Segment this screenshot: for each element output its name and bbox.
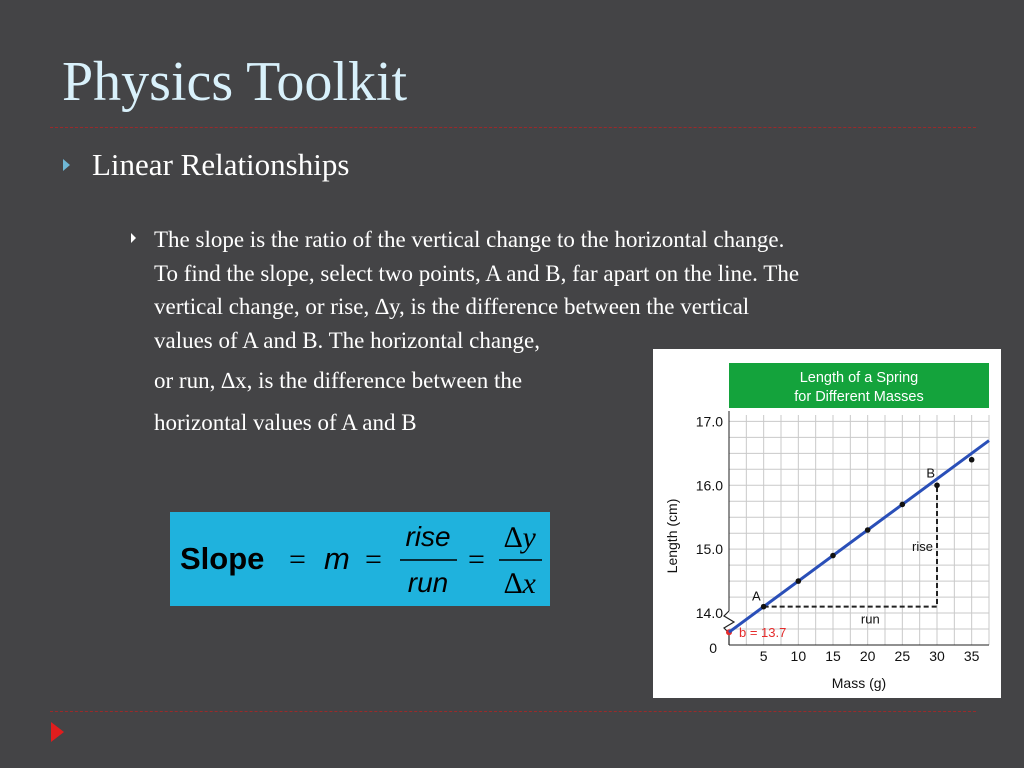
chart-title-line: for Different Masses	[794, 389, 924, 405]
title-divider	[50, 127, 976, 128]
x-tick-label: 25	[894, 648, 911, 664]
x-tick-label: 30	[929, 648, 945, 664]
x-tick-label: 5	[759, 648, 768, 664]
explanation-line: vertical change, or rise, ∆y, is the difference between the vertical	[154, 294, 750, 319]
explanation-line: To find the slope, select two points, A and B, far apart on the line. The	[154, 260, 800, 286]
data-point	[934, 482, 940, 488]
run-label: run	[860, 611, 880, 627]
data-point	[969, 457, 975, 463]
y-axis-label: Length (cm)	[664, 498, 680, 574]
next-arrow-icon	[51, 722, 64, 742]
slope-word: Slope	[180, 541, 265, 576]
spring-graph-card	[653, 349, 1001, 698]
slide-title: Physics Toolkit	[62, 51, 408, 113]
data-point	[900, 502, 906, 508]
explanation-line: horizontal values of A and B	[154, 409, 417, 435]
bullet-linear-relationships: Linear Relationships	[92, 147, 350, 182]
equals-sign: =	[468, 543, 485, 576]
explanation-line: or run, ∆x, is the difference between the	[154, 368, 523, 393]
data-point	[796, 578, 802, 584]
chart-title-line: Length of a Spring	[799, 370, 919, 386]
delta-y-numerator: ∆y	[504, 521, 536, 554]
slope-formula-box	[170, 512, 550, 606]
data-point	[830, 553, 836, 559]
equals-sign: =	[289, 543, 306, 576]
delta-x-denominator: ∆x	[504, 567, 536, 600]
footer-divider	[50, 711, 976, 712]
point-b-label: B	[926, 465, 935, 481]
run-denominator: run	[407, 567, 449, 598]
x-tick-label: 35	[963, 648, 980, 664]
y-tick-label: 17.0	[695, 413, 723, 430]
data-point	[761, 604, 767, 610]
x-tick-label: 10	[790, 648, 807, 664]
equals-sign: =	[365, 543, 382, 576]
y-tick-label: 14.0	[695, 605, 723, 622]
y-tick-label: 0	[709, 640, 717, 656]
x-tick-label: 20	[859, 648, 876, 664]
x-axis-label: Mass (g)	[831, 675, 887, 691]
chart-grid	[729, 415, 989, 645]
y-tick-label: 15.0	[695, 541, 723, 558]
explanation-line: values of A and B. The horizontal change,	[154, 327, 541, 353]
rise-label: rise	[912, 538, 933, 554]
y-tick-label: 16.0	[695, 477, 723, 494]
x-tick-label: 15	[825, 648, 841, 664]
chart-annotations	[726, 465, 937, 640]
m-symbol: m	[324, 541, 350, 576]
data-point	[865, 527, 871, 533]
sub-bullet-arrow-icon	[131, 233, 136, 243]
rise-numerator: rise	[405, 521, 451, 552]
point-a-label: A	[751, 588, 761, 604]
bullet-arrow-icon	[63, 159, 70, 171]
intercept-label: b = 13.7	[739, 625, 787, 641]
explanation-line: The slope is the ratio of the vertical change to the horizontal change.	[154, 227, 785, 252]
